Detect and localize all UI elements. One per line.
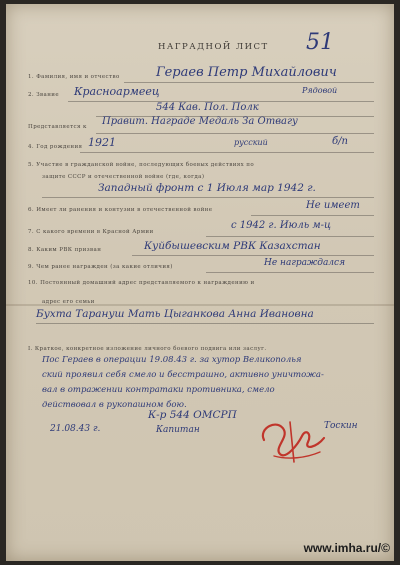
underline (80, 152, 374, 153)
sheet-number: 51 (306, 30, 334, 55)
item-3-label: Представляется к (28, 124, 87, 130)
item-6-label: 6. Имеет ли ранения и контузии в отечественной войне (28, 207, 213, 213)
section-2-heading: I. Краткое, конкретное изложение личного боевого подвига или заслуг. (28, 346, 267, 352)
commander-name: Тоскин (324, 421, 358, 431)
item-6-value: Не имеет (306, 200, 360, 211)
item-9-value: Не награждался (264, 258, 346, 268)
item-4-label: 4. Год рождения (28, 144, 83, 150)
item-10-value: Бухта Тарануш Мать Цыганкова Анна Ивановна (36, 308, 314, 320)
item-10-label: 10. Постоянный домашний адрес представляемого к награждению и (28, 280, 255, 286)
item-4-nationality: русский (234, 138, 268, 147)
item-5-label-cont: защите СССР и отечественной войне (где, когда) (42, 174, 205, 180)
item-8-label: 8. Каким РВК призван (28, 247, 102, 253)
underline (251, 215, 374, 216)
item-1-value: Гераев Петр Михайлович (156, 65, 337, 80)
item-3-value: Правит. Награде Медаль За Отвагу (102, 116, 298, 127)
item-4-party: б/п (332, 136, 348, 147)
underline (132, 255, 374, 256)
commander-rank: Капитан (156, 425, 200, 435)
item-5-value: Западный фронт с 1 Июля мар 1942 г. (98, 182, 316, 194)
item-1-label: 1. Фамилия, имя и отчество (28, 74, 120, 80)
underline (96, 133, 374, 134)
item-10-label-cont: адрес его семьи (42, 299, 95, 305)
commander-signature (254, 408, 332, 468)
narrative-line-2: ский проявил себя смело и бесстрашно, активно уничтожа- (42, 370, 324, 380)
watermark: www.imha.ru/© (303, 541, 390, 555)
commander-unit: К-р 544 ОМСРП (148, 409, 237, 421)
item-2-value2: Рядовой (302, 86, 338, 95)
item-7-label: 7. С какого времени в Красной Армии (28, 229, 154, 235)
sheet-date: 21.08.43 г. (50, 424, 101, 434)
narrative-line-4: действовал в рукопашном бою. (42, 400, 187, 410)
underline (36, 323, 374, 324)
underline (42, 197, 374, 198)
item-8-value: Куйбышевским РВК Казахстан (144, 240, 321, 252)
item-9-label: 9. Чем ранее награжден (за какие отличия) (28, 264, 173, 270)
item-2-label: 2. Звание (28, 92, 59, 98)
underline (206, 272, 374, 273)
document-title: НАГРАДНОЙ ЛИСТ (158, 42, 269, 52)
award-sheet (6, 4, 394, 561)
narrative-line-3: вал в отражении контратаки противника, смело (42, 385, 275, 395)
item-2-value: Красноармеец (74, 85, 160, 98)
item-5-label: 5. Участие в гражданской войне, последующих боевых действиях по (28, 162, 255, 168)
narrative-line-1: Пос Гераев в операции 19.08.43 г. за хутор Великополья (42, 355, 302, 365)
item-3-unit: 544 Кав. Пол. Полк (156, 102, 259, 113)
item-7-value: с 1942 г. Июль м-ц (231, 220, 331, 231)
item-4-year: 1921 (88, 136, 116, 149)
underline (206, 236, 374, 237)
underline (124, 82, 374, 83)
